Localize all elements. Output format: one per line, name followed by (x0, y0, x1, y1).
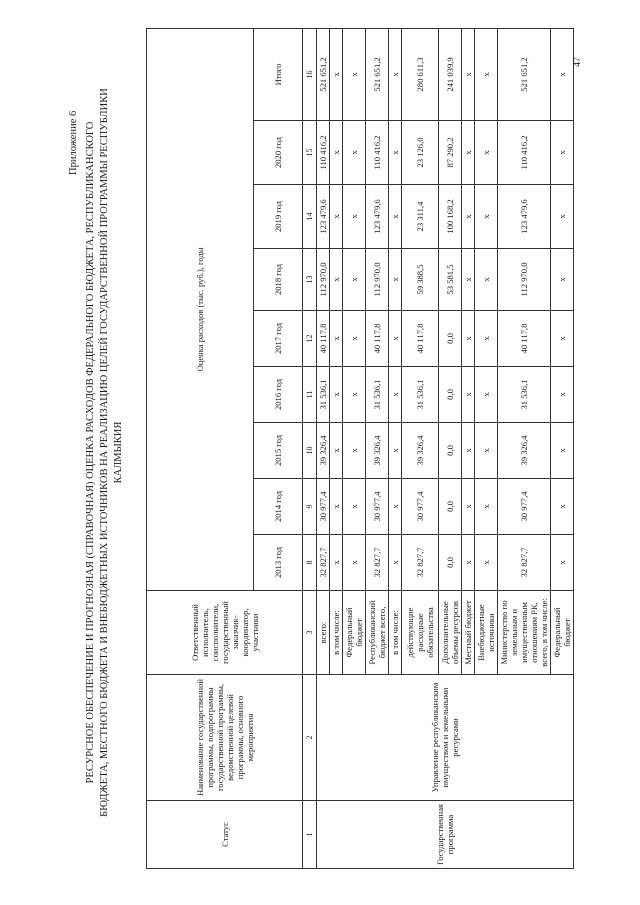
value-cell: 40 117,8 (366, 311, 389, 367)
column-number: 16 (303, 28, 317, 120)
value-cell: x (551, 535, 574, 591)
value-cell: 30 977,4 (498, 479, 551, 535)
value-cell: 40 117,8 (402, 311, 439, 367)
value-cell: 31 536,1 (498, 367, 551, 423)
value-cell: 53 581,5 (439, 249, 462, 311)
row-label: Республиканский бюджет всего, (366, 591, 389, 675)
value-cell: x (389, 423, 402, 479)
value-cell: x (475, 367, 498, 423)
value-cell: 110 416,2 (317, 121, 330, 185)
value-cell: x (330, 479, 343, 535)
budget-table (146, 28, 574, 869)
year-header: 2017 год (254, 311, 303, 367)
year-header: 2019 год (254, 185, 303, 249)
column-number: 13 (303, 249, 317, 311)
value-cell: 0,0 (439, 367, 462, 423)
value-cell: x (389, 367, 402, 423)
value-cell: 123 479,6 (317, 185, 330, 249)
total-cell: x (330, 28, 343, 120)
value-cell: x (389, 479, 402, 535)
value-cell: 30 977,4 (317, 479, 330, 535)
row-label: Министерство по земельным и имущественным отношениям РК, всего, в том числе: (498, 591, 551, 675)
column-number: 15 (303, 121, 317, 185)
value-cell: x (475, 121, 498, 185)
value-cell: x (475, 185, 498, 249)
executor-header: Ответственный исполнитель, соисполнители, государственный заказчик-координатор, участники (147, 591, 303, 675)
total-cell: 521 651,2 (317, 28, 330, 120)
column-number: 1 (303, 801, 317, 869)
value-cell: x (475, 423, 498, 479)
header-row (147, 28, 254, 868)
row-label: Дополнительные объемы ресурсов (439, 591, 462, 675)
total-cell: x (389, 28, 402, 120)
document-title (84, 20, 126, 885)
value-cell: x (343, 535, 366, 591)
column-number: 9 (303, 479, 317, 535)
total-cell: x (462, 28, 475, 120)
value-cell: x (462, 535, 475, 591)
value-cell: x (475, 311, 498, 367)
value-cell: x (330, 535, 343, 591)
column-number-row (303, 28, 317, 868)
value-cell: x (551, 121, 574, 185)
value-cell: 39 326,4 (498, 423, 551, 479)
table-row (317, 28, 330, 868)
value-cell: 40 117,8 (498, 311, 551, 367)
row-label: в том числе: (389, 591, 402, 675)
column-number: 3 (303, 591, 317, 675)
value-cell: x (330, 367, 343, 423)
row-label: действующие расходные обязательства (402, 591, 439, 675)
row-label: Федеральный бюджет (551, 591, 574, 675)
total-cell: x (475, 28, 498, 120)
value-cell: 30 977,4 (366, 479, 389, 535)
value-cell: 30 977,4 (402, 479, 439, 535)
title-line: БЮДЖЕТА, МЕСТНОГО БЮДЖЕТА И ВНЕБЮДЖЕТНЫХ ИСТОЧНИКОВ НА РЕАЛИЗАЦИЮ ЦЕЛЕЙ ГОСУДАРСТВЕННОЙ ПРОГРАММЫ РЕСПУБЛИКИ (99, 88, 110, 817)
value-cell: x (475, 535, 498, 591)
value-cell: x (389, 249, 402, 311)
row-label: Федеральный бюджет (343, 591, 366, 675)
value-cell: x (551, 367, 574, 423)
name-header: Наименование государственной программы, подпрограммы государственной программы, ведомственной целевой программы, основного мероприятия (147, 675, 303, 801)
value-cell: x (343, 479, 366, 535)
value-cell: 39 326,4 (402, 423, 439, 479)
value-cell: x (551, 311, 574, 367)
value-cell: 32 827,7 (402, 535, 439, 591)
value-cell: 0,0 (439, 535, 462, 591)
year-header: 2020 год (254, 121, 303, 185)
year-header: 2013 год (254, 535, 303, 591)
value-cell: x (389, 535, 402, 591)
value-cell: 31 536,1 (366, 367, 389, 423)
value-cell: x (475, 249, 498, 311)
year-header: 2015 год (254, 423, 303, 479)
value-cell: 23 126,0 (402, 121, 439, 185)
value-cell: 110 416,2 (498, 121, 551, 185)
row-label: в том числе: (330, 591, 343, 675)
value-cell: x (343, 249, 366, 311)
value-cell: x (330, 311, 343, 367)
value-cell: 110 416,2 (366, 121, 389, 185)
value-cell: x (462, 479, 475, 535)
value-cell: x (462, 185, 475, 249)
value-cell: 0,0 (439, 311, 462, 367)
column-number: 11 (303, 367, 317, 423)
value-cell: 39 326,4 (317, 423, 330, 479)
column-number: 2 (303, 675, 317, 801)
total-cell: 521 651,2 (498, 28, 551, 120)
value-cell: 59 388,5 (402, 249, 439, 311)
value-cell: x (389, 185, 402, 249)
value-cell: 23 311,4 (402, 185, 439, 249)
value-cell: x (343, 121, 366, 185)
value-cell: 0,0 (439, 423, 462, 479)
total-header: Итого (254, 28, 303, 120)
value-cell: x (343, 311, 366, 367)
value-cell: 32 827,7 (366, 535, 389, 591)
value-cell: x (389, 311, 402, 367)
value-cell: 32 827,7 (498, 535, 551, 591)
appendix-label: Приложение 6 (68, 110, 79, 175)
value-cell: x (551, 423, 574, 479)
value-cell: 112 970,0 (317, 249, 330, 311)
value-cell: 31 536,1 (402, 367, 439, 423)
value-cell: 40 117,8 (317, 311, 330, 367)
year-header: 2018 год (254, 249, 303, 311)
column-number: 12 (303, 311, 317, 367)
title-line: РЕСУРСНОЕ ОБЕСПЕЧЕНИЕ И ПРОГНОЗНАЯ (СПРАВОЧНАЯ) ОЦЕНКА РАСХОДОВ ФЕДЕРАЛЬНОГО БЮДЖЕТА, РЕСПУБЛИКАНСКОГО (85, 121, 96, 784)
value-cell: 100 168,2 (439, 185, 462, 249)
total-cell: 241 039,9 (439, 28, 462, 120)
value-cell: x (462, 423, 475, 479)
total-cell: x (343, 28, 366, 120)
row-label: Местный бюджет (462, 591, 475, 675)
total-cell: 280 611,3 (402, 28, 439, 120)
value-cell: x (551, 249, 574, 311)
value-cell: x (343, 367, 366, 423)
value-cell: x (475, 479, 498, 535)
table-body (317, 28, 574, 868)
program-name-cell: Управление республиканским имуществом и земельными ресурсами (317, 675, 574, 801)
value-cell: x (330, 185, 343, 249)
value-cell: 123 479,6 (498, 185, 551, 249)
value-cell: x (330, 249, 343, 311)
total-cell: x (551, 28, 574, 120)
value-cell: 0,0 (439, 479, 462, 535)
column-number: 8 (303, 535, 317, 591)
value-cell: x (330, 423, 343, 479)
year-header: 2014 год (254, 479, 303, 535)
status-header: Статус (147, 801, 303, 869)
value-cell: 123 479,6 (366, 185, 389, 249)
row-label: Внебюджетные источники (475, 591, 498, 675)
column-number: 10 (303, 423, 317, 479)
value-cell: 112 970,0 (498, 249, 551, 311)
value-cell: x (343, 185, 366, 249)
page-number: 47 (572, 57, 583, 67)
value-cell: x (343, 423, 366, 479)
value-cell: 32 827,7 (317, 535, 330, 591)
row-label: всего: (317, 591, 330, 675)
value-cell: 112 970,0 (366, 249, 389, 311)
value-cell: x (330, 121, 343, 185)
estimate-header: Оценка расходов (тыс. руб.), годы (147, 28, 254, 590)
value-cell: x (462, 249, 475, 311)
year-header: 2016 год (254, 367, 303, 423)
value-cell: x (462, 121, 475, 185)
value-cell: x (462, 311, 475, 367)
value-cell: x (551, 479, 574, 535)
value-cell: 39 326,4 (366, 423, 389, 479)
value-cell: x (462, 367, 475, 423)
status-cell: Государственная программа (317, 801, 574, 869)
total-cell: 521 651,2 (366, 28, 389, 120)
value-cell: x (551, 185, 574, 249)
title-line: КАЛМЫКИЯ (113, 421, 124, 484)
column-number: 14 (303, 185, 317, 249)
value-cell: 31 536,1 (317, 367, 330, 423)
value-cell: x (389, 121, 402, 185)
value-cell: 87 290,2 (439, 121, 462, 185)
